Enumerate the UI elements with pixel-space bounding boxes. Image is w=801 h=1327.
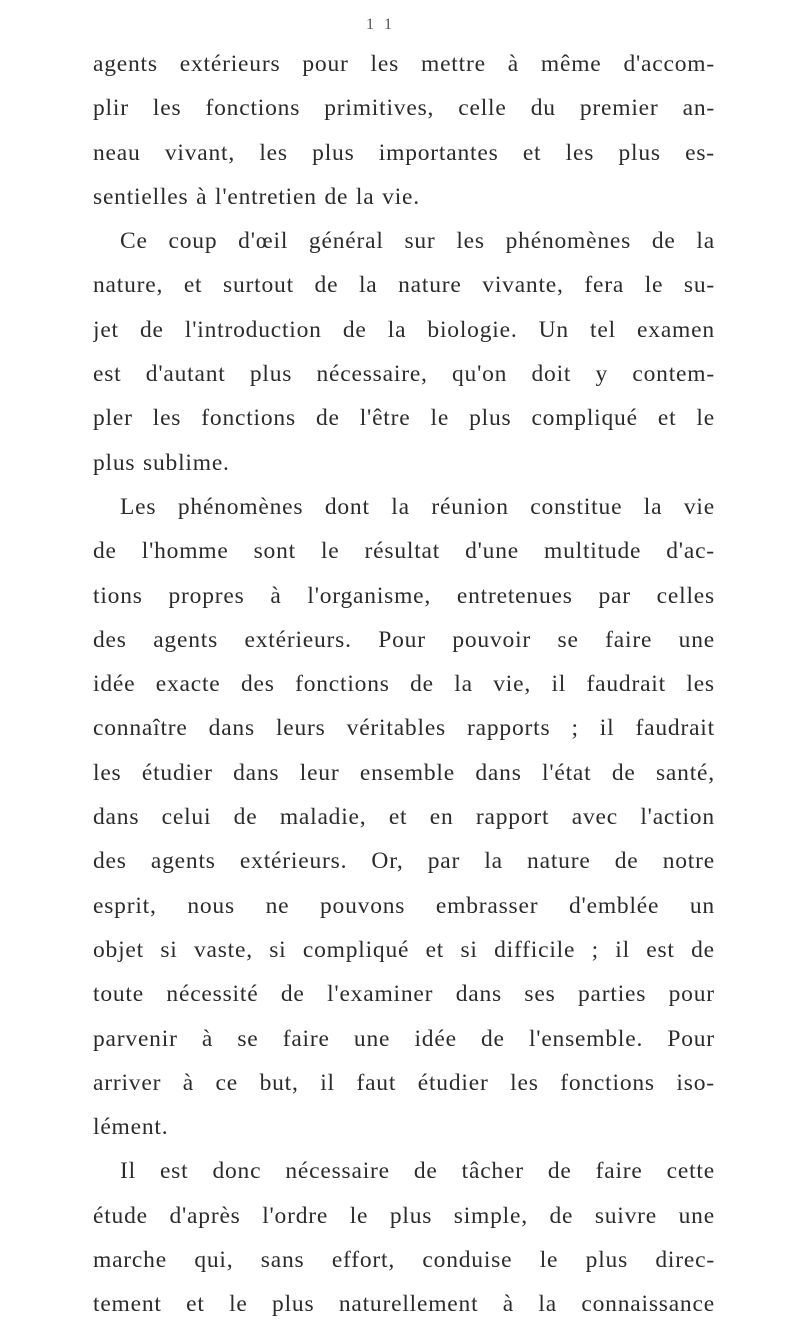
- text-line-25: lément.: [93, 1114, 169, 1141]
- text-line-17: les étudier dans leur ensemble dans l'état de santé,: [93, 759, 715, 786]
- text-line-9: pler les fonctions de l'être le plus compliqué et le: [93, 405, 715, 432]
- text-line-8: est d'autant plus nécessaire, qu'on doit y contem-: [93, 361, 715, 388]
- text-line-15: idée exacte des fonctions de la vie, il faudrait les: [93, 671, 715, 698]
- text-line-21: objet si vaste, si compliqué et si difficile ; il est de: [93, 936, 715, 963]
- text-line-14: des agents extérieurs. Pour pouvoir se faire une: [93, 626, 715, 653]
- text-line-2: plir les fonctions primitives, celle du premier an-: [93, 95, 715, 122]
- text-line-26: Il est donc nécessaire de tâcher de faire cette: [120, 1158, 715, 1185]
- text-line-20: esprit, nous ne pouvons embrasser d'emblée un: [93, 892, 715, 919]
- text-line-19: des agents extérieurs. Or, par la nature de notre: [93, 848, 715, 875]
- text-line-3: neau vivant, les plus importantes et les plus es-: [93, 139, 715, 166]
- text-line-7: jet de l'introduction de la biologie. Un tel examen: [93, 316, 715, 343]
- body-text: [93, 42, 715, 1327]
- text-line-5: Ce coup d'œil général sur les phénomènes de la: [120, 228, 715, 255]
- text-line-29: tement et le plus naturellement à la connaissance: [93, 1291, 715, 1318]
- text-line-22: toute nécessité de l'examiner dans ses parties pour: [93, 981, 715, 1008]
- text-line-18: dans celui de maladie, et en rapport avec l'action: [93, 804, 715, 831]
- text-line-1: agents extérieurs pour les mettre à même d'accom-: [93, 51, 715, 77]
- text-line-11: Les phénomènes dont la réunion constitue la vie: [120, 493, 715, 520]
- text-line-12: de l'homme sont le résultat d'une multitude d'ac-: [93, 538, 715, 565]
- text-line-23: parvenir à se faire une idée de l'ensemble. Pour: [93, 1025, 715, 1052]
- text-line-6: nature, et surtout de la nature vivante, fera le su-: [93, 272, 715, 299]
- text-line-27: étude d'après l'ordre le plus simple, de suivre une: [93, 1202, 715, 1229]
- text-line-24: arriver à ce but, il faut étudier les fonctions iso-: [93, 1069, 715, 1096]
- page-number: 1 1: [366, 16, 395, 33]
- text-line-16: connaître dans leurs véritables rapports ; il faudrait: [93, 715, 715, 742]
- text-line-10: plus sublime.: [93, 449, 230, 476]
- text-line-4: sentielles à l'entretien de la vie.: [93, 183, 420, 210]
- text-line-13: tions propres à l'organisme, entretenues par celles: [93, 582, 715, 609]
- text-line-28: marche qui, sans effort, conduise le plus direc-: [93, 1247, 715, 1274]
